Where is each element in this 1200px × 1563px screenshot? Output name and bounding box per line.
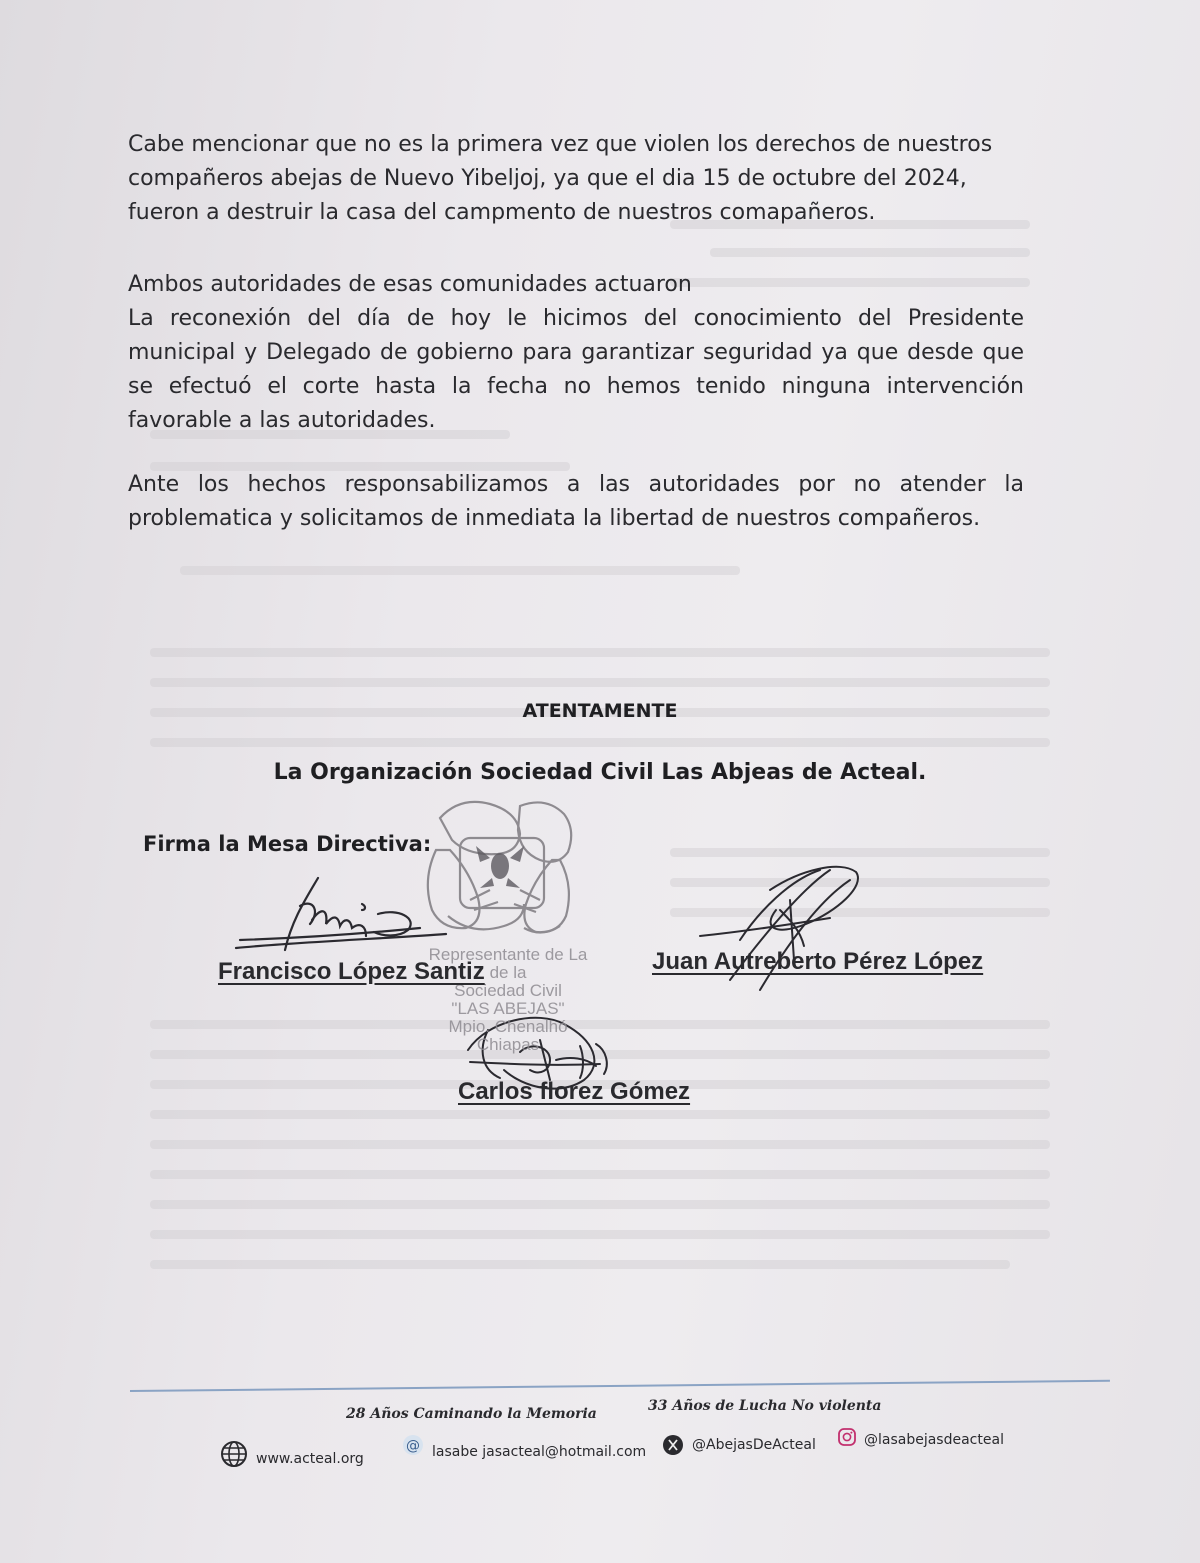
email-contact [402,1434,646,1460]
paragraph-line: La reconexión del día de hoy le hicimos del conocimiento del Presidente [128,306,1024,331]
svg-text:@: @ [406,1438,420,1454]
instagram-icon [838,1428,856,1446]
seal-text-line: Sociedad Civil [454,981,562,1000]
seal-text-line: Mpio. Chenalhó [448,1017,568,1036]
seal-text-line: "LAS ABEJAS" [451,999,565,1018]
paragraph-line: compañeros abejas de Nuevo Yibeljoj, ya que el dia 15 de octubre del 2024, [128,166,967,191]
x-handle-link[interactable]: @AbejasDeActeal [692,1437,816,1453]
paragraph-line: favorable a las autoridades. [128,408,436,433]
seal-text-line: Chiapas [476,1035,540,1054]
paragraph-line: fueron a destruir la casa del campmento de nuestros comapañeros. [128,200,876,225]
salutation: ATENTAMENTE [522,700,678,722]
signatory-right-name: Juan Autreberto Pérez López [652,948,984,975]
paragraph-line: municipal y Delegado de gobierno para garantizar seguridad ya que desde que [128,340,1024,365]
bee-icon [476,846,524,888]
signatory-center-name: Carlos florez Gómez [458,1078,691,1105]
motto-left: 28 Años Caminando la Memoria [346,1406,597,1422]
paragraph-line: problematica y solicitamos de inmediata la libertad de nuestros compañeros. [128,506,981,531]
paragraph-line: Cabe mencionar que no es la primera vez que violen los derechos de nuestros [128,132,993,157]
paragraph-line: Ante los hechos responsabilizamos a las autoridades por no atender la [128,472,1024,497]
instagram-contact [838,1428,1004,1448]
seal-text-line: Representante de La [428,945,588,964]
website-link[interactable]: www.acteal.org [256,1451,364,1467]
organization-name: La Organización Sociedad Civil Las Abjeas de Acteal. [273,760,927,785]
instagram-link[interactable]: @lasabejasdeacteal [864,1432,1004,1448]
motto-right: 33 Años de Lucha No violenta [648,1398,882,1414]
signatory-left-name: Francisco López Santiz [218,958,485,985]
paragraph-line: se efectuó el corte hasta la fecha no hemos tenido ninguna intervención [128,374,1024,399]
paragraph-line: Ambos autoridades de esas comunidades actuaron [128,272,692,297]
at-sign-icon [402,1434,424,1456]
globe-icon [220,1440,248,1468]
signature-left [236,878,446,950]
x-logo-icon [662,1434,684,1456]
email-link[interactable]: lasabe jasacteal@hotmail.com [432,1444,647,1460]
x-contact [662,1434,816,1456]
website-contact [220,1440,364,1468]
seal-text-line: de la [489,963,527,982]
signed-by-label: Firma la Mesa Directiva: [143,832,432,856]
